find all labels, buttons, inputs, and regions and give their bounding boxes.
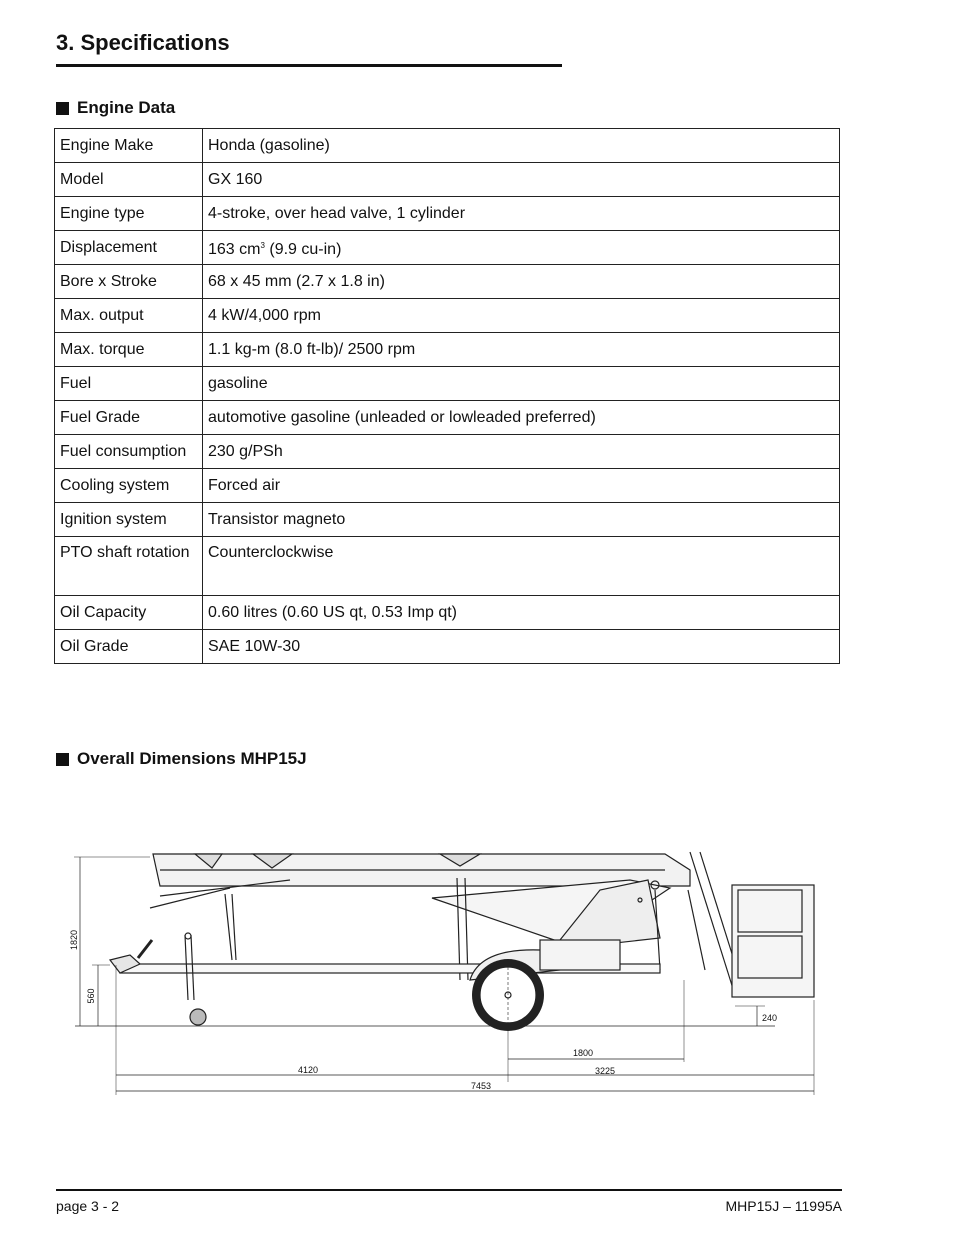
spec-value: 4-stroke, over head valve, 1 cylinder [203,197,840,231]
spec-value: 0.60 litres (0.60 US qt, 0.53 Imp qt) [203,596,840,630]
engine-data-heading [56,98,175,118]
overall-dimensions-heading-text: Overall Dimensions MHP15J [77,749,307,768]
spec-label: Fuel Grade [55,401,203,435]
table-row [55,163,840,197]
spec-label: Model [55,163,203,197]
spec-label: Ignition system [55,503,203,537]
spec-value: 68 x 45 mm (2.7 x 1.8 in) [203,265,840,299]
spec-label: Max. torque [55,333,203,367]
page-number: page 3 - 2 [56,1198,120,1214]
table-row [55,435,840,469]
table-row [55,197,840,231]
spec-label: PTO shaft rotation [55,537,203,596]
overall-dimensions-heading [56,749,307,769]
square-bullet-icon [56,102,69,115]
table-row [55,469,840,503]
page-title: 3. Specifications [56,30,230,55]
dim-1800-label: 1800 [572,1048,594,1058]
spec-value: 4 kW/4,000 rpm [203,299,840,333]
table-row [55,503,840,537]
spec-label: Cooling system [55,469,203,503]
spec-label: Bore x Stroke [55,265,203,299]
superscript-3: 3 [260,241,265,250]
spec-value: Transistor magneto [203,503,840,537]
dim-7453-label: 7453 [470,1081,492,1091]
dim-1820-label: 1820 [69,929,79,951]
spec-label: Oil Grade [55,630,203,664]
spec-label: Displacement [55,231,203,265]
displacement-value: 163 cm [208,241,261,258]
table-row [55,596,840,630]
spec-value [203,231,840,265]
spec-label: Fuel [55,367,203,401]
spec-value: automotive gasoline (unleaded or lowleaded preferred) [203,401,840,435]
table-row [55,231,840,265]
spec-label: Engine Make [55,129,203,163]
displacement-imperial: (9.9 cu-in) [264,241,342,258]
footer-rule [56,1189,842,1191]
spec-value: Counterclockwise [203,537,840,596]
spec-label: Engine type [55,197,203,231]
spec-value: SAE 10W-30 [203,630,840,664]
document-id: MHP15J – 11995A [725,1198,842,1214]
dimension-drawing [0,830,954,1110]
spec-value: 1.1 kg-m (8.0 ft-lb)/ 2500 rpm [203,333,840,367]
table-row [55,630,840,664]
spec-value: 230 g/PSh [203,435,840,469]
table-row [55,367,840,401]
spec-value: gasoline [203,367,840,401]
dim-560-label: 560 [86,988,96,1004]
table-row [55,299,840,333]
table-row [55,401,840,435]
dim-3225-label: 3225 [594,1066,616,1076]
table-row [55,129,840,163]
engine-data-table [54,128,840,664]
title-rule [56,64,562,67]
table-row [55,537,840,596]
spec-value: Honda (gasoline) [203,129,840,163]
spec-label: Fuel consumption [55,435,203,469]
dim-240-label: 240 [762,1013,778,1023]
spec-label: Oil Capacity [55,596,203,630]
trailer-drawing-icon [75,852,814,1031]
engine-data-heading-text: Engine Data [77,98,176,117]
spec-value: GX 160 [203,163,840,197]
spec-label: Max. output [55,299,203,333]
table-row [55,333,840,367]
dim-4120-label: 4120 [297,1065,319,1075]
square-bullet-icon [56,753,69,766]
table-row [55,265,840,299]
spec-value: Forced air [203,469,840,503]
